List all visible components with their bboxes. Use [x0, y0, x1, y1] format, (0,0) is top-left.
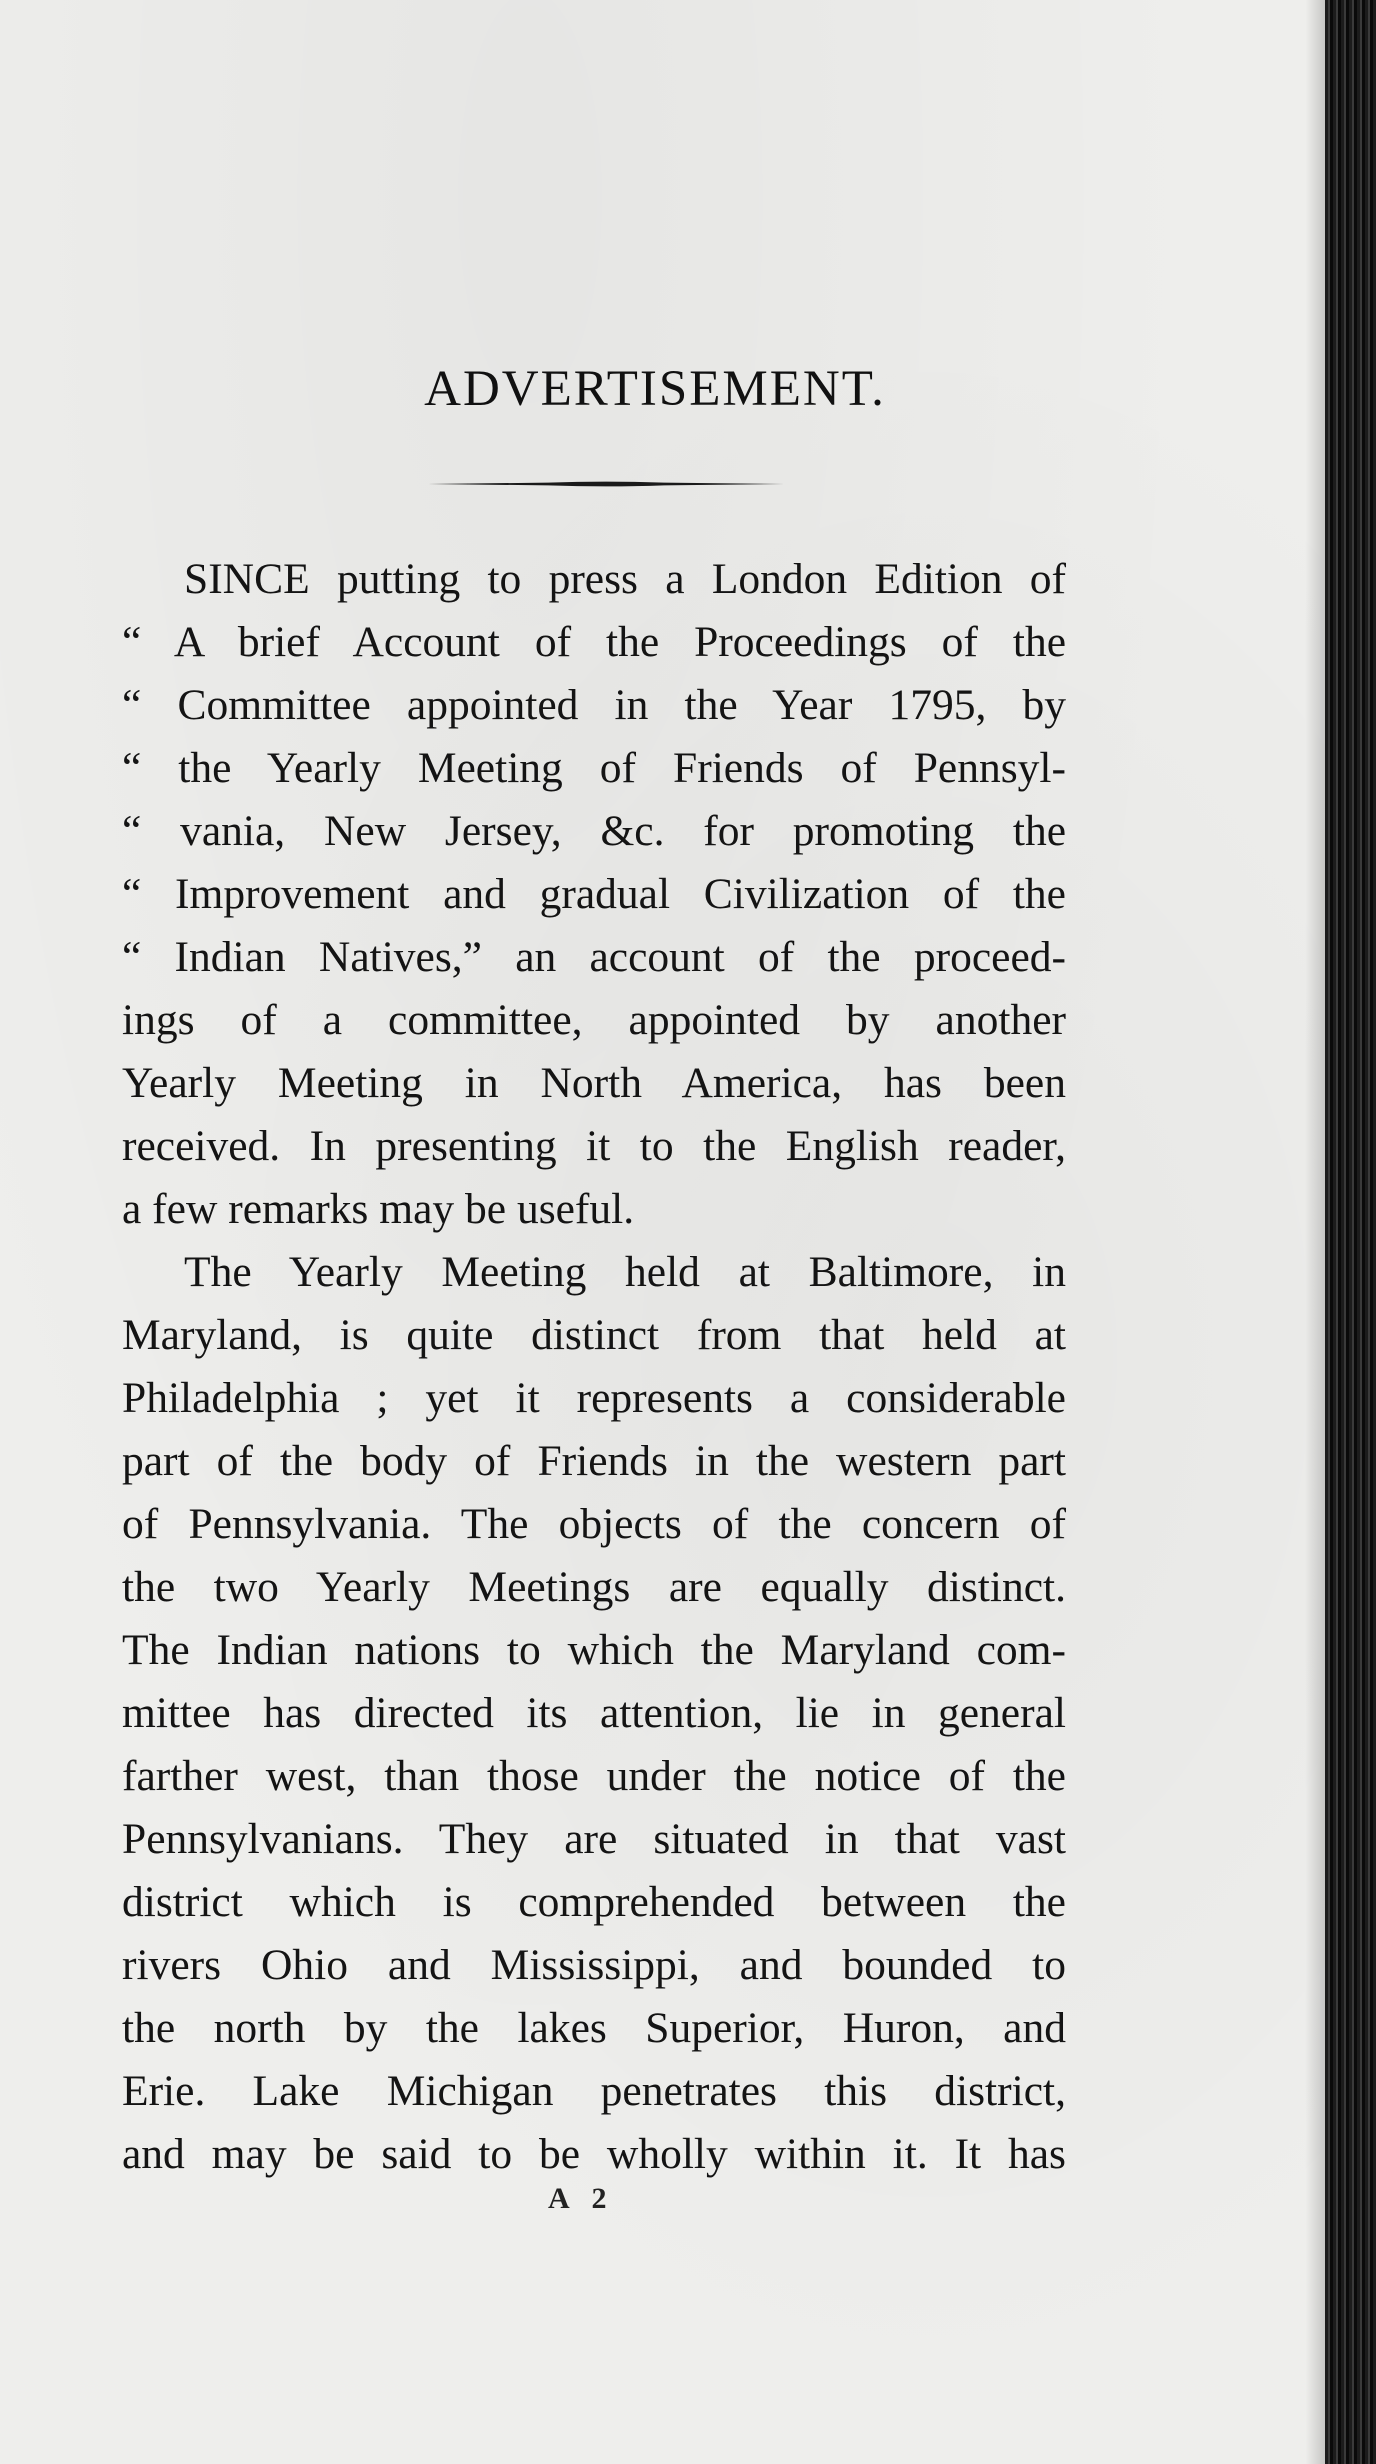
text-line: The Indian nations to which the Maryland com-	[122, 1626, 1066, 1674]
signature-mark: A 2	[548, 2182, 615, 2215]
paragraph-1	[122, 548, 1066, 1241]
book-spine-edge	[1325, 0, 1376, 2464]
text-line: mittee has directed its attention, lie in general	[122, 1689, 1066, 1737]
text-line: “ the Yearly Meeting of Friends of Pennsyl-	[122, 744, 1066, 792]
text-line: the two Yearly Meetings are equally distinct.	[122, 1563, 1066, 1611]
text-line: a few remarks may be useful.	[122, 1185, 635, 1233]
text-line: The Yearly Meeting held at Baltimore, in	[184, 1248, 1066, 1296]
text-line: Erie. Lake Michigan penetrates this district,	[122, 2067, 1066, 2115]
text-line: of Pennsylvania. The objects of the concern of	[122, 1500, 1066, 1548]
text-line: SINCE putting to press a London Edition of	[184, 555, 1066, 603]
text-line: and may be said to be wholly within it. It has	[122, 2130, 1066, 2178]
page-title: ADVERTISEMENT.	[424, 361, 886, 417]
text-line: rivers Ohio and Mississippi, and bounded to	[122, 1941, 1066, 1989]
text-line: Yearly Meeting in North America, has been	[122, 1059, 1066, 1107]
text-line: ings of a committee, appointed by another	[122, 996, 1066, 1044]
text-line: part of the body of Friends in the western part	[122, 1437, 1066, 1485]
paragraph-2	[122, 1241, 1066, 2186]
text-line: “ vania, New Jersey, &c. for promoting the	[122, 807, 1066, 855]
ornamental-rule	[428, 480, 784, 488]
text-line: district which is comprehended between the	[122, 1878, 1066, 1926]
text-line: Philadelphia ; yet it represents a considerable	[122, 1374, 1066, 1422]
text-line: “ A brief Account of the Proceedings of the	[122, 618, 1066, 666]
text-line: “ Improvement and gradual Civilization of the	[122, 870, 1066, 918]
text-line: farther west, than those under the notice of the	[122, 1752, 1066, 1800]
text-line: “ Committee appointed in the Year 1795, by	[122, 681, 1066, 729]
text-line: received. In presenting it to the English reader,	[122, 1122, 1066, 1170]
text-line: the north by the lakes Superior, Huron, and	[122, 2004, 1066, 2052]
text-line: Maryland, is quite distinct from that held at	[122, 1311, 1066, 1359]
text-line: “ Indian Natives,” an account of the proceed-	[122, 933, 1066, 981]
text-line: Pennsylvanians. They are situated in that vast	[122, 1815, 1066, 1863]
body-text	[122, 548, 1066, 2186]
